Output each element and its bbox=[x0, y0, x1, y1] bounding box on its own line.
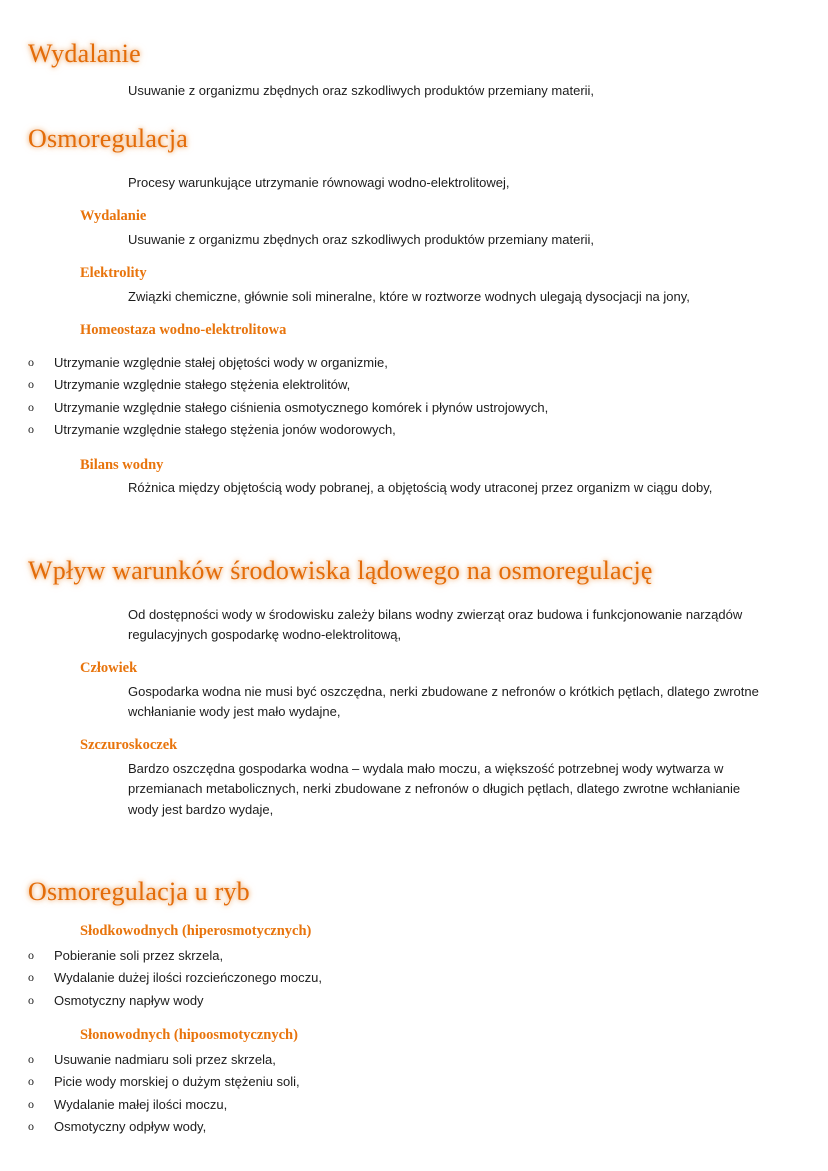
spacer bbox=[28, 914, 780, 922]
heading-czlowiek: Człowiek bbox=[80, 660, 138, 677]
subsection-slonowodnych bbox=[80, 1026, 780, 1045]
list-item: o Usuwanie nadmiaru soli przez skrzela, bbox=[28, 1049, 780, 1071]
subsection-czlowiek bbox=[80, 659, 780, 678]
subsection-slodkowodnych bbox=[80, 922, 780, 941]
spacer bbox=[28, 645, 780, 659]
heading-slonowodnych: Słonowodnych (hipoosmotycznych) bbox=[80, 1027, 298, 1044]
spacer bbox=[28, 250, 780, 264]
paragraph-wydalanie: Usuwanie z organizmu zbędnych oraz szkodliwych produktów przemiany materii, bbox=[128, 232, 595, 248]
paragraph-bilans-wodny: Różnica między objętością wody pobranej, a objętością wody utraconej przez organizm w ciągu doby, bbox=[128, 480, 713, 496]
spacer bbox=[28, 344, 780, 352]
spacer bbox=[28, 307, 780, 321]
spacer bbox=[28, 722, 780, 736]
heading-wydalanie: Wydalanie bbox=[80, 208, 147, 225]
section-wplyw-warunkow bbox=[28, 555, 780, 820]
spacer bbox=[28, 499, 780, 533]
section-osmoregulacja-u-ryb bbox=[28, 876, 780, 1139]
list-item: o Osmotyczny odpływ wody, bbox=[28, 1116, 780, 1138]
list-item: o Utrzymanie względnie stałego stężenia jonów wodorowych, bbox=[28, 419, 780, 441]
paragraph-szczuroskoczek: Bardzo oszczędna gospodarka wodna – wydala mało moczu, a większość potrzebnej wody wytwarza w przemianach metabolicznych, nerki zbudowane z nefronów o długich pętlach, dlatego zwrotne wchłanianie wody jest bardzo wydaje, bbox=[128, 761, 741, 817]
list-item: o Utrzymanie względnie stałego stężenia elektrolitów, bbox=[28, 374, 780, 396]
spacer bbox=[28, 1012, 780, 1026]
subsection-wydalanie bbox=[80, 207, 780, 226]
list-item: o Wydalanie małej ilości moczu, bbox=[28, 1094, 780, 1116]
subsection-szczuroskoczek bbox=[80, 736, 780, 755]
list-slodkowodnych bbox=[28, 945, 780, 1012]
spacer bbox=[28, 820, 780, 854]
list-item: o Osmotyczny napływ wody bbox=[28, 990, 780, 1012]
section-wydalanie-main bbox=[28, 38, 780, 101]
spacer bbox=[28, 193, 780, 207]
subsection-elektrolity bbox=[80, 264, 780, 283]
heading-bilans-wodny: Bilans wodny bbox=[80, 456, 164, 473]
spacer bbox=[28, 854, 780, 876]
list-item: o Picie wody morskiej o dużym stężeniu soli, bbox=[28, 1071, 780, 1093]
spacer bbox=[28, 165, 780, 173]
subsection-bilans-wodny bbox=[80, 456, 780, 475]
list-item: o Utrzymanie względnie stałej objętości wody w organizmie, bbox=[28, 352, 780, 374]
list-item: o Utrzymanie względnie stałego ciśnienia osmotycznego komórek i płynów ustrojowych, bbox=[28, 397, 780, 419]
paragraph-osmoregulacja: Procesy warunkujące utrzymanie równowagi wodno-elektrolitowej, bbox=[128, 175, 510, 191]
heading-osmoregulacja-u-ryb: Osmoregulacja u ryb bbox=[28, 876, 250, 906]
spacer bbox=[28, 442, 780, 456]
subsection-homeostaza bbox=[80, 321, 780, 340]
list-slonowodnych bbox=[28, 1049, 780, 1138]
paragraph-wydalanie-main: Usuwanie z organizmu zbędnych oraz szkodliwych produktów przemiany materii, bbox=[128, 82, 595, 98]
list-item: o Wydalanie dużej ilości rozcieńczonego moczu, bbox=[28, 967, 780, 989]
section-osmoregulacja bbox=[28, 123, 780, 499]
paragraph-czlowiek: Gospodarka wodna nie musi być oszczędna, nerki zbudowane z nefronów o krótkich pętlach, dlatego zwrotne wchłanianie wody jest mało wydajne, bbox=[128, 684, 759, 720]
spacer bbox=[28, 101, 780, 123]
spacer bbox=[28, 533, 780, 555]
paragraph-elektrolity: Związki chemiczne, głównie soli mineralne, które w roztworze wodnych ulegają dysocjacji na jony, bbox=[128, 289, 690, 305]
list-item: o Pobieranie soli przez skrzela, bbox=[28, 945, 780, 967]
heading-slodkowodnych: Słodkowodnych (hiperosmotycznych) bbox=[80, 923, 312, 940]
heading-osmoregulacja: Osmoregulacja bbox=[28, 123, 188, 153]
paragraph-wplyw-warunkow: Od dostępności wody w środowisku zależy bilans wodny zwierząt oraz budowa i funkcjonowanie narządów regulacyjnych gospodarkę wodno-elektrolitową, bbox=[128, 607, 743, 643]
heading-wplyw-warunkow: Wpływ warunków środowiska lądowego na osmoregulację bbox=[28, 555, 653, 585]
heading-elektrolity: Elektrolity bbox=[80, 265, 147, 282]
spacer bbox=[28, 597, 780, 605]
heading-wydalanie-main: Wydalanie bbox=[28, 39, 141, 68]
heading-homeostaza: Homeostaza wodno-elektrolitowa bbox=[80, 322, 287, 339]
list-homeostaza bbox=[28, 352, 780, 441]
heading-szczuroskoczek: Szczuroskoczek bbox=[80, 737, 178, 754]
